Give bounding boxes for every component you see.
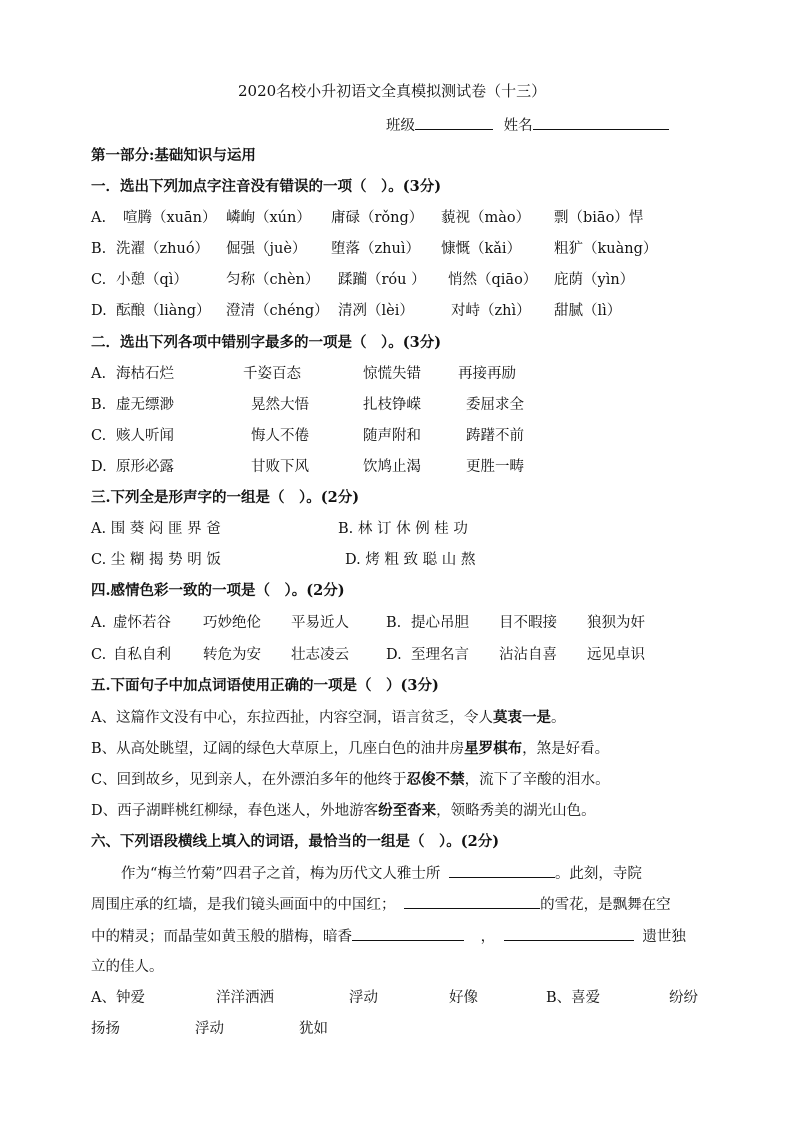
q6-passage-line-4: 立的佳人。 <box>91 959 164 975</box>
option-label: D. <box>386 647 402 663</box>
part1-title: 第一部分:基础知识与运用 <box>91 147 256 164</box>
option-label: B. <box>91 241 107 257</box>
sentence-text: B、从高处眺望，辽阔的绿色大草原上，几座白色的油井房 <box>91 741 465 757</box>
dotted-word: 莫衷一是 <box>492 709 551 726</box>
q6-passage-line-1 <box>121 863 642 884</box>
q5-option-b <box>91 739 609 759</box>
option-item: 踌躇不前 <box>466 428 524 444</box>
option-item: 庇荫（yìn） <box>554 272 635 288</box>
sentence-text: ，流下了辛酸的泪水。 <box>464 772 610 788</box>
option-item: 喧腾（xuān） <box>123 210 217 226</box>
passage-text: 周围庄承的红墙，是我们镜头画面中的中国红； <box>91 897 396 913</box>
option-item: 匀称（chèn） <box>226 272 320 288</box>
q4-title: 四.感情色彩一致的一项是（ ）。(2分) <box>91 582 345 599</box>
option-item: 倔强（juè） <box>226 241 307 257</box>
dotted-word: 忍俊不禁 <box>406 771 465 788</box>
option-item: 扎枝铮嵘 <box>363 397 421 413</box>
class-label: 班级 <box>386 118 415 134</box>
q5-option-c <box>91 770 610 790</box>
option-label: D. <box>91 459 107 475</box>
option-item: 粗犷（kuàng） <box>554 241 658 257</box>
option-item: 洗濯（zhuó） <box>116 241 210 257</box>
option-item: 慷慨（kǎi） <box>441 241 522 257</box>
option-item: 转危为安 <box>203 647 261 663</box>
option-label: A. <box>91 615 107 631</box>
passage-text: 。此刻，寺院 <box>554 866 642 882</box>
option-item: 浮动 <box>195 1021 224 1037</box>
q3-option-d: D. 烤 粗 致 聪 山 熬 <box>345 552 476 568</box>
sentence-text: 。 <box>550 710 566 726</box>
option-item: 悄然（qiāo） <box>448 272 538 288</box>
option-item: 犹如 <box>299 1021 328 1037</box>
option-item: 纷纷 <box>669 990 698 1006</box>
option-item: 甜腻（lì） <box>554 303 622 319</box>
option-item: 嶙峋（xún） <box>226 210 311 226</box>
option-item: 更胜一畴 <box>466 459 524 475</box>
option-item: 虚无缥渺 <box>116 397 174 413</box>
option-item: 至理名言 <box>411 647 469 663</box>
option-label: D. <box>91 303 107 319</box>
option-item: 对峙（zhì） <box>451 303 531 319</box>
sentence-text: ，领略秀美的湖光山色。 <box>436 803 596 819</box>
option-item: 自私自利 <box>113 647 171 663</box>
q3-option-c: C. 尘 糊 揭 势 明 饭 <box>91 552 221 568</box>
class-name-line <box>386 115 669 136</box>
option-item: 委屈求全 <box>466 397 524 413</box>
option-item: 狼狈为奸 <box>587 615 645 631</box>
q3-option-a: A. 围 葵 闷 匪 界 爸 <box>91 521 221 537</box>
option-item: 洋洋洒洒 <box>216 990 274 1006</box>
option-item: 酝酿（liàng） <box>116 303 211 319</box>
paper-title-text: 2020名校小升初语文全真模拟测试卷（十三） <box>238 82 547 100</box>
option-label: B. <box>386 615 402 631</box>
name-label: 姓名 <box>503 118 533 134</box>
fill-blank-3[interactable] <box>352 926 464 941</box>
option-item: 巧妙绝伦 <box>203 615 261 631</box>
option-item: 虚怀若谷 <box>113 615 171 631</box>
option-item: 千姿百态 <box>243 366 301 382</box>
q2-title: 二．选出下列各项中错别字最多的一项是（ ）。(3分) <box>91 334 442 351</box>
option-item: 饮鸠止渴 <box>363 459 421 475</box>
fill-blank-1[interactable] <box>449 863 555 878</box>
q6-title: 六、下列语段横线上填入的词语，最恰当的一组是（ ）。(2分) <box>91 833 500 850</box>
fill-blank-2[interactable] <box>404 894 540 909</box>
option-item: 剽（biāo）悍 <box>554 210 644 226</box>
passage-text: 中的精灵；而晶莹如黄玉般的腊梅，暗香 <box>91 929 352 945</box>
option-item: 清冽（lèi） <box>338 303 414 319</box>
option-item: 赅人听闻 <box>116 428 174 444</box>
option-item: 晃然大悟 <box>251 397 309 413</box>
option-item: 庸碌（rǒng） <box>331 210 424 226</box>
option-label: C. <box>91 428 107 444</box>
option-label: C. <box>91 647 107 663</box>
option-item: 随声附和 <box>363 428 421 444</box>
option-item: 小憩（qì） <box>116 272 188 288</box>
option-item: 惊慌失错 <box>363 366 421 382</box>
sentence-text: A、这篇作文没有中心，东拉西扯，内容空洞，语言贫乏，令人 <box>91 710 493 726</box>
q6-passage-line-3 <box>91 926 686 947</box>
option-item: 海枯石烂 <box>116 366 174 382</box>
passage-text: 作为“梅兰竹菊”四君子之首，梅为历代文人雅士所 <box>121 866 441 882</box>
option-item: 蹂躏（róu ） <box>338 272 426 288</box>
option-item: 浮动 <box>349 990 378 1006</box>
name-blank[interactable] <box>533 115 669 130</box>
class-blank[interactable] <box>415 115 493 130</box>
option-item: B、喜爱 <box>546 990 601 1006</box>
sentence-text: D、西子湖畔桃红柳绿，春色迷人，外地游客 <box>91 803 379 819</box>
option-item: 扬扬 <box>91 1021 120 1037</box>
dotted-word: 纷至沓来 <box>378 802 437 819</box>
option-item: 再接再励 <box>458 366 516 382</box>
option-item: 堕落（zhuì） <box>331 241 420 257</box>
q1-title: 一．选出下列加点字注音没有错误的一项（ ）。(3分) <box>91 178 442 195</box>
option-item: 好像 <box>449 990 478 1006</box>
q3-title: 三.下列全是形声字的一组是（ ）。(2分) <box>91 489 360 506</box>
option-label: A. <box>91 210 107 226</box>
fill-blank-4[interactable] <box>504 926 634 941</box>
option-item: 沾沾自喜 <box>499 647 557 663</box>
option-label: A. <box>91 366 107 382</box>
q5-option-a <box>91 708 565 728</box>
q3-option-b: B. 林 订 休 例 桂 功 <box>338 521 468 537</box>
sentence-text: C、回到故乡，见到亲人，在外漂泊多年的他终于 <box>91 772 407 788</box>
sentence-text: ，煞是好看。 <box>522 741 610 757</box>
passage-text: 遗世独 <box>642 929 686 945</box>
q5-title: 五.下面句子中加点词语使用正确的一项是（ ）(3分) <box>91 677 439 694</box>
option-item: 平易近人 <box>291 615 349 631</box>
q5-option-d <box>91 801 596 821</box>
paper-title <box>238 81 546 101</box>
passage-text: 的雪花，是飘舞在空 <box>540 897 671 913</box>
option-item: 提心吊胆 <box>411 615 469 631</box>
option-item: 澄清（chéng） <box>226 303 329 319</box>
option-item: 甘败下风 <box>251 459 309 475</box>
option-item: 悔人不倦 <box>251 428 309 444</box>
option-label: B. <box>91 397 107 413</box>
passage-text: ， <box>480 929 496 945</box>
option-item: 壮志凌云 <box>291 647 349 663</box>
option-item: 远见卓识 <box>587 647 645 663</box>
option-label: C. <box>91 272 107 288</box>
option-item: 原形必露 <box>116 459 174 475</box>
dotted-word: 星罗棋布 <box>464 740 523 757</box>
option-item: A、钟爱 <box>91 990 145 1006</box>
option-item: 目不暇接 <box>499 615 557 631</box>
option-item: 藐视（mào） <box>441 210 531 226</box>
q6-passage-line-2 <box>91 894 671 915</box>
